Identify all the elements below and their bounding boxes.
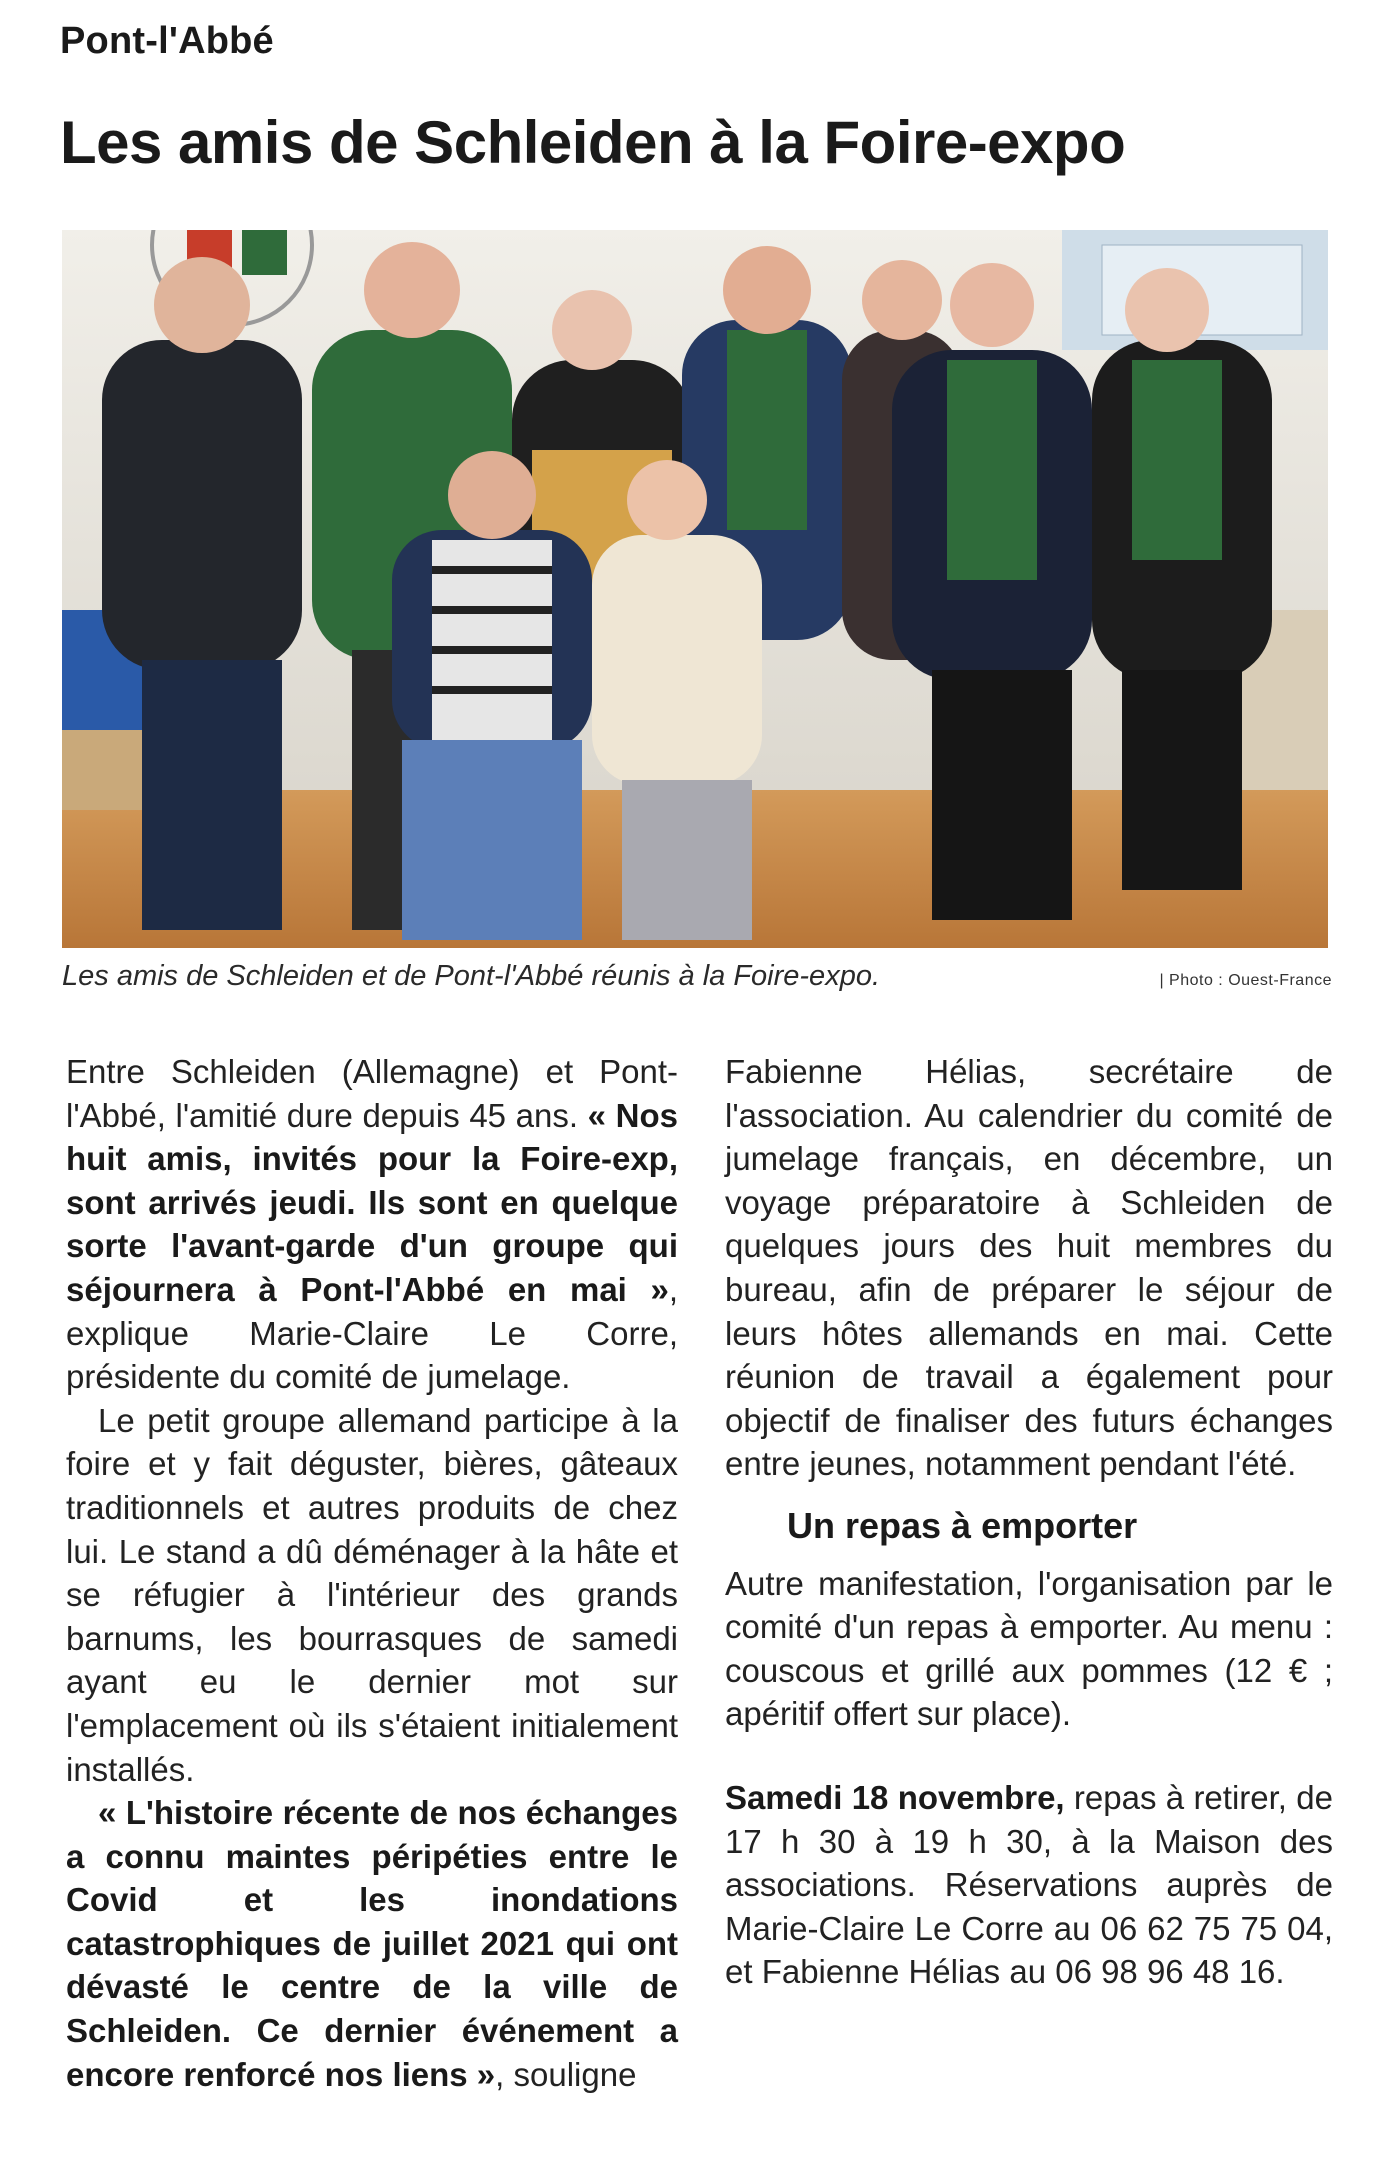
- article-kicker: Pont-l'Abbé: [60, 20, 274, 62]
- paragraph-5: Autre manifestation, l'organisation par le comité d'un repas à emporter. Au menu : couscous et grillé aux pommes (12 € ; apéritif offert sur place).: [725, 1564, 1333, 1733]
- paragraph-1: Entre Schleiden (Allemagne) et Pont-l'Abbé, l'amitié dure depuis 45 ans. « Nos huit amis, invités pour la Foire-exp, sont arrivés jeudi. Ils sont en quelque sorte l'avant-garde d'un groupe qui séjournera à Pont-l'Abbé en mai », explique Marie-Claire Le Corre, présidente du comité de jumelage.: [66, 1053, 678, 1396]
- article-headline: Les amis de Schleiden à la Foire-expo: [60, 109, 1126, 176]
- left-column: [66, 1050, 678, 2096]
- photo-caption: [62, 960, 1332, 1000]
- group-photo: [62, 230, 1328, 948]
- right-column: [725, 1050, 1333, 1994]
- paragraph-6: Samedi 18 novembre, repas à retirer, de 17 h 30 à 19 h 30, à la Maison des associations. Réservations auprès de Marie-Claire Le Corre au 06 62 75 75 04, et Fabienne Hélias au 06 98 96 48 16.: [725, 1778, 1333, 1991]
- paragraph-4: Fabienne Hélias, secrétaire de l'association. Au calendrier du comité de jumelage français, en décembre, un voyage préparatoire à Schleiden de quelques jours des huit membres du bureau, afin de préparer le séjour de leurs hôtes allemands en mai. Cette réunion de travail a également pour objectif de finaliser des futurs échanges entre jeunes, notamment pendant l'été.: [725, 1053, 1333, 1483]
- event-date: Samedi 18 novembre,: [725, 1778, 1065, 1816]
- quote-1: « Nos huit amis, invités pour la Foire-exp, sont arrivés jeudi. Ils sont en quelque sorte l'avant-garde d'un groupe qui séjournera à Pont-l'Abbé en mai »: [66, 1096, 678, 1308]
- paragraph-2: Le petit groupe allemand participe à la foire et y fait déguster, bières, gâteaux traditionnels et autres produits de chez lui. Le stand a dû déménager à la hâte et se réfugier à l'intérieur des grands barnums, les bourrasques de samedi ayant eu le dernier mot sur l'emplacement où ils s'étaient initialement installés.: [66, 1401, 678, 1788]
- photo-credit: | Photo : Ouest-France: [1159, 972, 1332, 989]
- paragraph-3: « L'histoire récente de nos échanges a connu maintes péripéties entre le Covid et les inondations catastrophiques de juillet 2021 qui ont dévasté le centre de la ville de Schleiden. Ce dernier événement a encore renforcé nos liens », souligne: [66, 1794, 678, 2093]
- caption-text: Les amis de Schleiden et de Pont-l'Abbé réunis à la Foire-expo.: [62, 960, 881, 992]
- quote-2: « L'histoire récente de nos échanges a connu maintes péripéties entre le Covid et les inondations catastrophiques de juillet 2021 qui ont dévasté le centre de la ville de Schleiden. Ce dernier événement a encore renforcé nos liens »: [66, 1794, 678, 2093]
- section-subheading: Un repas à emporter: [787, 1504, 1138, 1546]
